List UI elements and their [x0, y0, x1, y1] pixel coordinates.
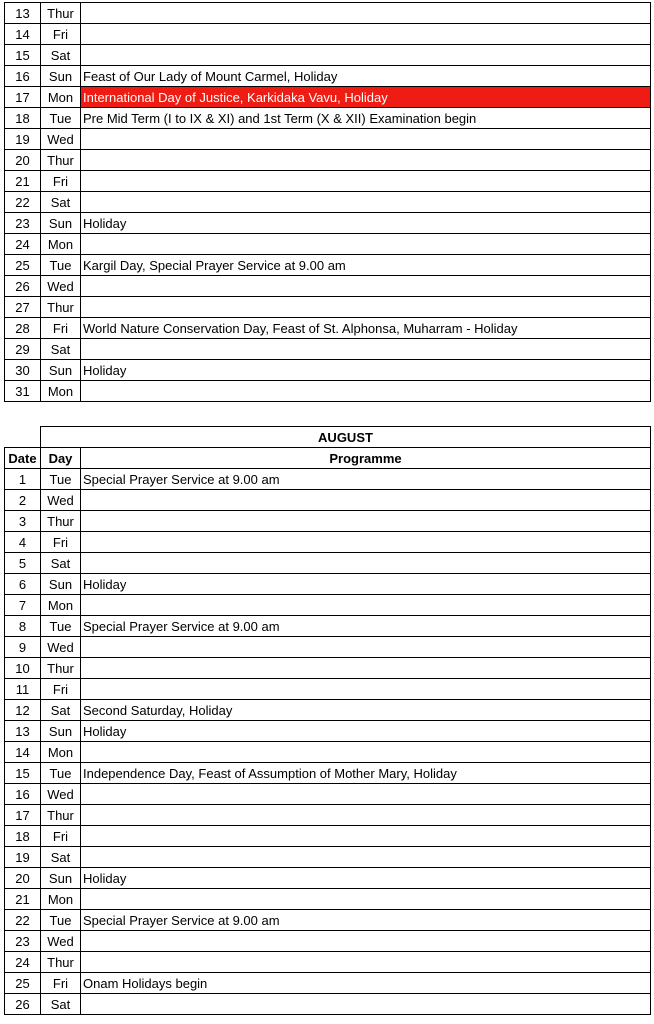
table-row	[5, 511, 651, 532]
day-cell: Sat	[41, 994, 81, 1015]
date-cell: 1	[5, 469, 41, 490]
day-cell: Sun	[41, 574, 81, 595]
date-cell: 19	[5, 847, 41, 868]
programme-cell: Second Saturday, Holiday	[81, 700, 651, 721]
date-cell: 21	[5, 171, 41, 192]
programme-cell	[81, 150, 651, 171]
programme-cell: Independence Day, Feast of Assumption of Mother Mary, Holiday	[81, 763, 651, 784]
programme-cell: Kargil Day, Special Prayer Service at 9.00 am	[81, 255, 651, 276]
programme-cell	[81, 45, 651, 66]
programme-cell	[81, 129, 651, 150]
table-row	[5, 931, 651, 952]
programme-cell	[81, 297, 651, 318]
table-row	[5, 213, 651, 234]
table-row	[5, 553, 651, 574]
date-cell: 7	[5, 595, 41, 616]
august-table-head	[5, 427, 651, 469]
table-row	[5, 721, 651, 742]
programme-cell	[81, 276, 651, 297]
table-row	[5, 150, 651, 171]
day-cell: Thur	[41, 805, 81, 826]
table-row	[5, 24, 651, 45]
august-calendar-table	[4, 426, 651, 1015]
date-cell: 30	[5, 360, 41, 381]
day-cell: Tue	[41, 616, 81, 637]
table-row	[5, 276, 651, 297]
day-cell: Tue	[41, 910, 81, 931]
date-column-header: Date	[5, 448, 41, 469]
day-cell: Wed	[41, 784, 81, 805]
programme-cell: Pre Mid Term (I to IX & XI) and 1st Term (X & XII) Examination begin	[81, 108, 651, 129]
day-cell: Mon	[41, 742, 81, 763]
table-row	[5, 297, 651, 318]
day-cell: Mon	[41, 381, 81, 402]
programme-cell	[81, 24, 651, 45]
month-header-row	[5, 427, 651, 448]
day-cell: Sun	[41, 868, 81, 889]
date-cell: 10	[5, 658, 41, 679]
date-cell: 23	[5, 931, 41, 952]
programme-cell	[81, 339, 651, 360]
table-row	[5, 129, 651, 150]
table-row	[5, 973, 651, 994]
day-cell: Mon	[41, 234, 81, 255]
day-cell: Fri	[41, 24, 81, 45]
day-cell: Fri	[41, 532, 81, 553]
programme-cell	[81, 490, 651, 511]
day-cell: Sun	[41, 721, 81, 742]
table-row	[5, 889, 651, 910]
date-cell: 20	[5, 150, 41, 171]
programme-cell: International Day of Justice, Karkidaka Vavu, Holiday	[81, 87, 651, 108]
table-row	[5, 339, 651, 360]
date-cell: 6	[5, 574, 41, 595]
day-cell: Sat	[41, 700, 81, 721]
day-cell: Sat	[41, 339, 81, 360]
day-cell: Fri	[41, 826, 81, 847]
programme-cell: Special Prayer Service at 9.00 am	[81, 616, 651, 637]
table-row	[5, 234, 651, 255]
date-cell: 24	[5, 234, 41, 255]
table-row	[5, 910, 651, 931]
day-cell: Wed	[41, 276, 81, 297]
day-cell: Sun	[41, 360, 81, 381]
programme-cell	[81, 826, 651, 847]
table-row	[5, 318, 651, 339]
date-cell: 17	[5, 805, 41, 826]
day-cell: Tue	[41, 108, 81, 129]
day-cell: Fri	[41, 679, 81, 700]
programme-cell	[81, 553, 651, 574]
programme-cell	[81, 784, 651, 805]
date-cell: 13	[5, 721, 41, 742]
table-row	[5, 847, 651, 868]
programme-cell	[81, 511, 651, 532]
table-row	[5, 658, 651, 679]
programme-cell	[81, 847, 651, 868]
programme-cell: Holiday	[81, 721, 651, 742]
day-cell: Tue	[41, 763, 81, 784]
table-row	[5, 952, 651, 973]
day-cell: Sat	[41, 553, 81, 574]
programme-cell: Holiday	[81, 360, 651, 381]
programme-cell: Special Prayer Service at 9.00 am	[81, 910, 651, 931]
table-row	[5, 192, 651, 213]
day-cell: Fri	[41, 973, 81, 994]
programme-cell	[81, 532, 651, 553]
date-cell: 11	[5, 679, 41, 700]
programme-cell	[81, 889, 651, 910]
programme-cell	[81, 952, 651, 973]
programme-cell: Holiday	[81, 574, 651, 595]
programme-cell: Special Prayer Service at 9.00 am	[81, 469, 651, 490]
date-cell: 16	[5, 784, 41, 805]
date-cell: 25	[5, 973, 41, 994]
programme-cell: Feast of Our Lady of Mount Carmel, Holiday	[81, 66, 651, 87]
table-row	[5, 868, 651, 889]
table-row	[5, 108, 651, 129]
day-cell: Mon	[41, 889, 81, 910]
august-table-body	[5, 469, 651, 1015]
programme-cell: Holiday	[81, 868, 651, 889]
date-cell: 15	[5, 45, 41, 66]
date-cell: 19	[5, 129, 41, 150]
date-cell: 14	[5, 742, 41, 763]
programme-cell	[81, 192, 651, 213]
blank-header-cell	[5, 427, 41, 448]
date-cell: 8	[5, 616, 41, 637]
july-calendar-table	[4, 2, 651, 402]
date-cell: 13	[5, 3, 41, 24]
table-row	[5, 87, 651, 108]
table-row	[5, 574, 651, 595]
date-cell: 20	[5, 868, 41, 889]
table-row	[5, 595, 651, 616]
programme-cell	[81, 994, 651, 1015]
date-cell: 26	[5, 994, 41, 1015]
table-row	[5, 826, 651, 847]
date-cell: 9	[5, 637, 41, 658]
day-cell: Sun	[41, 213, 81, 234]
table-row	[5, 469, 651, 490]
day-cell: Thur	[41, 952, 81, 973]
day-cell: Sat	[41, 45, 81, 66]
day-cell: Mon	[41, 595, 81, 616]
date-cell: 27	[5, 297, 41, 318]
day-cell: Sun	[41, 66, 81, 87]
day-cell: Tue	[41, 469, 81, 490]
date-cell: 23	[5, 213, 41, 234]
date-cell: 28	[5, 318, 41, 339]
programme-cell	[81, 3, 651, 24]
date-cell: 2	[5, 490, 41, 511]
date-cell: 4	[5, 532, 41, 553]
programme-cell	[81, 637, 651, 658]
table-row	[5, 490, 651, 511]
date-cell: 22	[5, 910, 41, 931]
day-cell: Fri	[41, 318, 81, 339]
table-row	[5, 994, 651, 1015]
date-cell: 25	[5, 255, 41, 276]
table-row	[5, 3, 651, 24]
programme-cell	[81, 171, 651, 192]
programme-cell	[81, 234, 651, 255]
day-cell: Sat	[41, 192, 81, 213]
table-row	[5, 45, 651, 66]
column-header-row	[5, 448, 651, 469]
table-row	[5, 679, 651, 700]
day-cell: Wed	[41, 129, 81, 150]
date-cell: 14	[5, 24, 41, 45]
date-cell: 17	[5, 87, 41, 108]
table-row	[5, 637, 651, 658]
month-title: AUGUST	[41, 427, 651, 448]
day-column-header: Day	[41, 448, 81, 469]
table-row	[5, 381, 651, 402]
programme-cell	[81, 742, 651, 763]
day-cell: Fri	[41, 171, 81, 192]
day-cell: Tue	[41, 255, 81, 276]
date-cell: 18	[5, 826, 41, 847]
programme-cell	[81, 381, 651, 402]
date-cell: 15	[5, 763, 41, 784]
day-cell: Thur	[41, 150, 81, 171]
table-row	[5, 700, 651, 721]
table-row	[5, 742, 651, 763]
date-cell: 31	[5, 381, 41, 402]
day-cell: Thur	[41, 3, 81, 24]
table-row	[5, 171, 651, 192]
date-cell: 29	[5, 339, 41, 360]
table-row	[5, 532, 651, 553]
date-cell: 21	[5, 889, 41, 910]
day-cell: Thur	[41, 297, 81, 318]
programme-cell	[81, 931, 651, 952]
programme-column-header: Programme	[81, 448, 651, 469]
programme-cell	[81, 595, 651, 616]
day-cell: Thur	[41, 511, 81, 532]
day-cell: Wed	[41, 931, 81, 952]
programme-cell	[81, 805, 651, 826]
date-cell: 26	[5, 276, 41, 297]
day-cell: Thur	[41, 658, 81, 679]
date-cell: 18	[5, 108, 41, 129]
table-row	[5, 805, 651, 826]
table-row	[5, 784, 651, 805]
table-row	[5, 360, 651, 381]
programme-cell: Onam Holidays begin	[81, 973, 651, 994]
date-cell: 3	[5, 511, 41, 532]
date-cell: 12	[5, 700, 41, 721]
july-table-body	[5, 3, 651, 402]
table-row	[5, 616, 651, 637]
date-cell: 16	[5, 66, 41, 87]
date-cell: 24	[5, 952, 41, 973]
programme-cell: Holiday	[81, 213, 651, 234]
table-row	[5, 66, 651, 87]
date-cell: 22	[5, 192, 41, 213]
day-cell: Sat	[41, 847, 81, 868]
table-row	[5, 763, 651, 784]
day-cell: Wed	[41, 490, 81, 511]
programme-cell	[81, 658, 651, 679]
day-cell: Wed	[41, 637, 81, 658]
day-cell: Mon	[41, 87, 81, 108]
programme-cell: World Nature Conservation Day, Feast of St. Alphonsa, Muharram - Holiday	[81, 318, 651, 339]
table-row	[5, 255, 651, 276]
date-cell: 5	[5, 553, 41, 574]
programme-cell	[81, 679, 651, 700]
